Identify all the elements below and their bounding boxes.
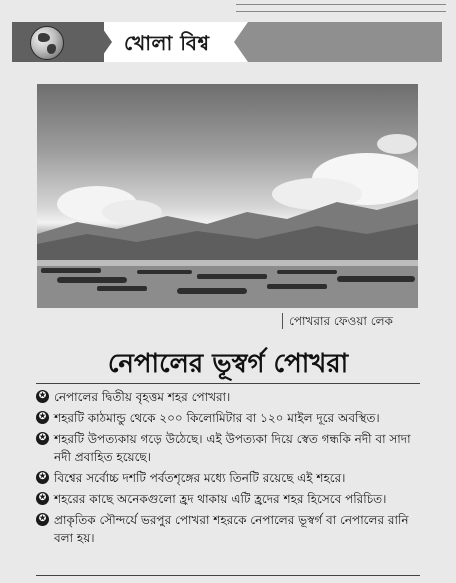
header-left-chevron <box>98 22 112 62</box>
globe-icon <box>30 26 64 60</box>
star-bullet-icon: ✪ <box>36 513 49 526</box>
header-right-chevron <box>234 22 248 62</box>
list-item <box>36 409 422 427</box>
list-item <box>36 490 422 508</box>
fact-text: বিশ্বের সর্বোচ্চ দশটি পর্বতশৃঙ্গের মধ্যে তিনটি রয়েছে এই শহরে। <box>54 471 346 485</box>
fact-text: শহরটি উপত্যকায় গড়ে উঠেছে। এই উপত্যকা দিয়ে স্বেত গন্ধকি নদী বা সাদা নদী প্রবাহিত হয়েছে। <box>54 432 411 464</box>
lake-photo <box>37 84 418 308</box>
decorative-lines <box>236 4 446 12</box>
list-item <box>36 388 422 406</box>
fact-list <box>36 388 422 550</box>
star-bullet-icon: ✪ <box>36 390 49 403</box>
list-item <box>36 430 422 466</box>
section-title: খোলা বিশ্ব <box>124 31 210 55</box>
photo-caption: পোখরার ফেওয়া লেক <box>282 313 393 329</box>
fact-text: নেপালের দ্বিতীয় বৃহত্তম শহর পোখরা। <box>54 390 231 404</box>
list-item <box>36 511 422 547</box>
header-right-band <box>248 22 442 62</box>
star-bullet-icon: ✪ <box>36 432 49 445</box>
star-bullet-icon: ✪ <box>36 471 49 484</box>
fact-text: শহরটি কাঠমান্ডু থেকে ২০০ কিলোমিটার বা ১২০ মাইল দূরে অবস্থিত। <box>54 411 380 425</box>
divider <box>36 383 420 384</box>
fact-text: প্রাকৃতিক সৌন্দর্যে ভরপুর পোখরা শহরকে নেপালের ভূস্বর্গ বা নেপালের রানি বলা হয়। <box>54 513 409 545</box>
headline: নেপালের ভূস্বর্গ পোখরা <box>107 349 349 379</box>
section-header <box>12 22 442 62</box>
divider <box>36 575 420 576</box>
list-item <box>36 469 422 487</box>
star-bullet-icon: ✪ <box>36 411 49 424</box>
star-bullet-icon: ✪ <box>36 492 49 505</box>
fact-text: শহরের কাছে অনেকগুলো হ্রদ থাকায় এটি হ্রদের শহর হিসেবে পরিচিত। <box>54 492 387 506</box>
